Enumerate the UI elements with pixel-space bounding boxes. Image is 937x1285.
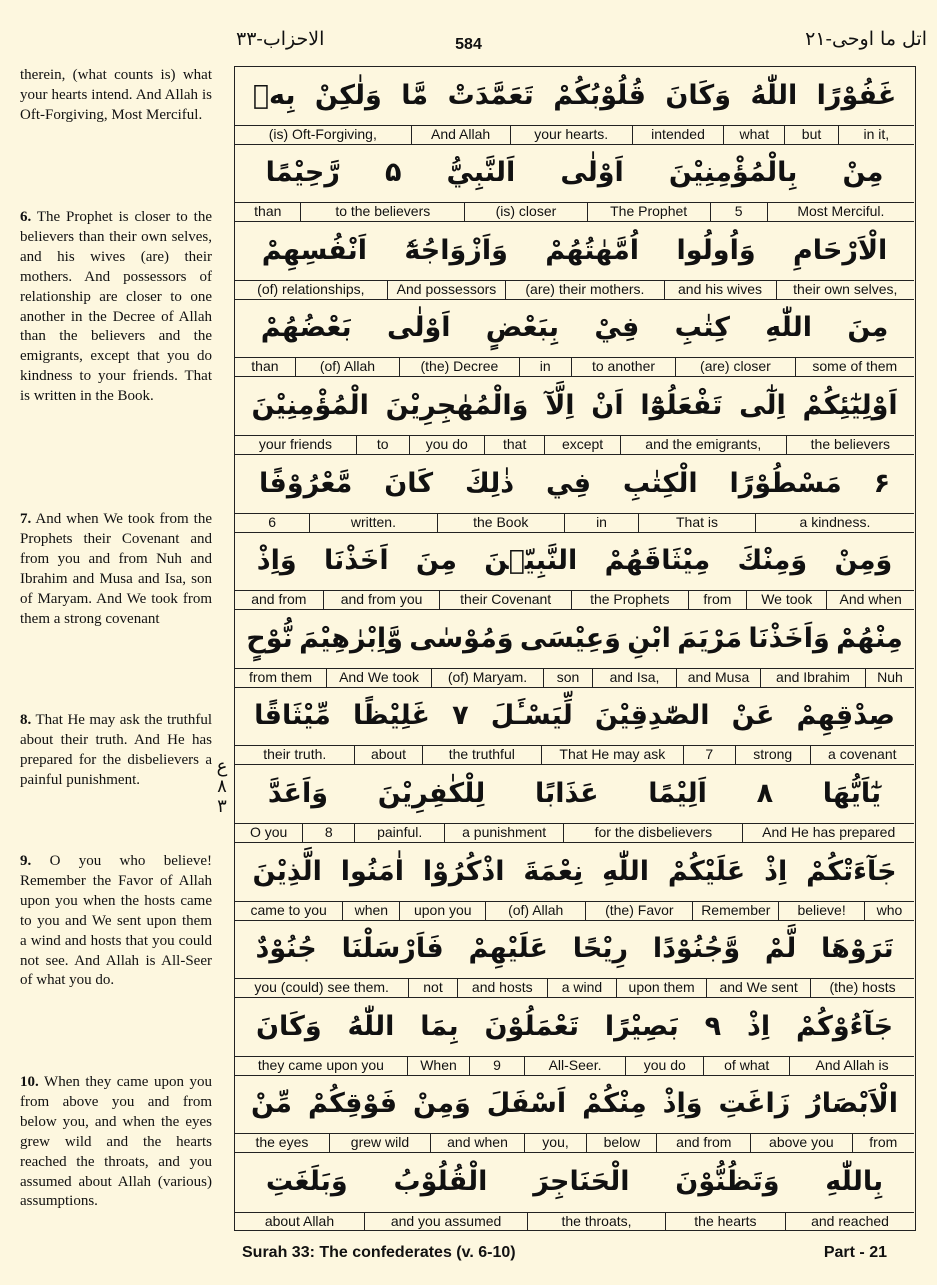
gloss-cell: below — [586, 1134, 656, 1152]
arabic-word: نُّوْحٍ — [246, 622, 293, 654]
arabic-word: ۶ — [873, 467, 891, 499]
gloss-cell: you do — [409, 436, 484, 454]
gloss-line — [235, 513, 914, 532]
verse-row — [235, 222, 914, 300]
gloss-cell: in — [519, 358, 571, 376]
gloss-cell: than — [251, 358, 279, 375]
arabic-word: بِالْمُؤْمِنِيْنَ — [668, 157, 798, 189]
arabic-word: اَوْلٰى — [560, 157, 624, 189]
gloss-cell: than — [254, 203, 282, 220]
gloss-cell: a wind — [547, 979, 616, 997]
arabic-word: ۹ — [704, 1010, 722, 1042]
gloss-cell: your hearts. — [510, 126, 632, 144]
gloss-line — [235, 978, 914, 997]
gloss-cell: upon them — [616, 979, 706, 997]
gloss-cell: All-Seer. — [524, 1057, 625, 1075]
gloss-cell: son — [543, 669, 592, 687]
arabic-line — [235, 998, 914, 1054]
arabic-word: كَانَ — [384, 467, 434, 499]
gloss-cell: in — [564, 514, 638, 532]
gloss-cell: from — [688, 591, 746, 609]
arabic-word: رِيْحًا — [572, 933, 629, 965]
arabic-word: وَاَعَدَّ — [267, 777, 328, 809]
arabic-word: مَسْطُوْرًا — [729, 467, 842, 499]
arabic-word: كِتٰبِ — [674, 312, 730, 344]
arabic-line — [235, 533, 914, 589]
verse-row — [235, 533, 914, 611]
gloss-line — [235, 1133, 914, 1152]
footer-surah: Surah 33: The confederates (v. 6-10) — [242, 1244, 516, 1261]
arabic-word: وَبَلَغَتِ — [265, 1165, 348, 1197]
verse-row — [235, 688, 914, 766]
arabic-word: اٰمَنُوا — [340, 855, 404, 887]
gloss-cell: 8 — [302, 824, 354, 842]
gloss-cell: (are) closer — [675, 358, 794, 376]
arabic-word: مِّيْثَاقًا — [254, 700, 331, 732]
gloss-cell: their Covenant — [439, 591, 570, 609]
verse-row — [235, 300, 914, 378]
arabic-word: عَنْ — [731, 700, 775, 732]
arabic-word: اَسْفَلَ — [486, 1088, 567, 1120]
gloss-cell: We took — [746, 591, 826, 609]
gloss-cell: and the emigrants, — [620, 436, 786, 454]
arabic-word: الصّٰدِقِيْنَ — [594, 700, 710, 732]
arabic-word: تَعَمَّدَتْ — [447, 79, 534, 111]
arabic-word: الْاَبْصَارُ — [806, 1088, 899, 1120]
arabic-word: مِنْكُمْ — [582, 1088, 647, 1120]
gloss-cell: the Book — [437, 514, 564, 532]
arabic-word: مَّعْرُوْفًا — [259, 467, 353, 499]
arabic-word: بِهٖ — [252, 79, 296, 111]
arabic-word: وَاَخَذْنَا — [748, 622, 830, 654]
verse-row — [235, 1153, 914, 1231]
arabic-word: وَمِنْكَ — [737, 545, 808, 577]
arabic-line — [235, 1153, 914, 1209]
arabic-word: اَخَذْنَا — [323, 545, 389, 577]
verse-row — [235, 1076, 914, 1154]
arabic-word: اَوْلٰى — [387, 312, 451, 344]
verse-row — [235, 765, 914, 843]
gloss-cell: And when — [826, 591, 914, 609]
arabic-word: اِذْ — [746, 1010, 771, 1042]
translation-paragraph: 8. That He may ask the truthful about their truth. And He has prepared for the disbelievers a painful punishment. — [20, 712, 212, 788]
gloss-line — [235, 202, 914, 221]
arabic-word: اُمَّهٰتُهُمْ — [545, 234, 640, 266]
arabic-word: اللّٰهِ — [765, 312, 813, 344]
gloss-cell: and Isa, — [592, 669, 676, 687]
gloss-cell: (of) relationships, — [257, 280, 365, 297]
arabic-word: فَاَرْسَلْنَا — [341, 933, 444, 965]
gloss-line — [235, 668, 914, 687]
gloss-cell: you do — [625, 1057, 703, 1075]
gloss-cell: came to you — [250, 901, 327, 918]
arabic-word: اَوْلِيٰٓئِكُمْ — [802, 389, 898, 421]
verse-row — [235, 921, 914, 999]
arabic-word: لِلْكٰفِرِيْنَ — [377, 777, 486, 809]
gloss-line — [235, 590, 914, 609]
gloss-cell: (of) Allah — [295, 358, 399, 376]
arabic-word: جَآءُوْكُمْ — [796, 1010, 894, 1042]
arabic-word: بَعْضُهُمْ — [260, 312, 352, 344]
gloss-cell: Most Merciful. — [767, 203, 914, 221]
arabic-word: فِي — [546, 467, 592, 499]
gloss-cell: believe! — [778, 902, 864, 920]
arabic-word: ۷ — [452, 700, 469, 732]
gloss-cell: upon you — [399, 902, 485, 920]
gloss-cell: (the) Favor — [585, 902, 692, 920]
gloss-cell: And He has prepared — [742, 824, 914, 842]
gloss-cell: 6 — [268, 513, 277, 530]
gloss-cell: but — [784, 126, 837, 144]
verse-row — [235, 377, 914, 455]
translation-paragraph: therein, (what counts is) what your hearts intend. And Allah is Oft-Forgiving, Most Merciful. — [20, 67, 212, 123]
gloss-cell: you, — [524, 1134, 586, 1152]
arabic-word: وَاِذْ — [662, 1088, 703, 1120]
arabic-word: وَاِذْ — [256, 545, 297, 577]
arabic-word: غَلِيْظًا — [353, 700, 430, 732]
gloss-cell: the throats, — [527, 1213, 665, 1231]
verse-row — [235, 145, 914, 223]
translation-paragraph: 7. And when We took from the Prophets their Covenant and from you and from Nuh and Ibrahim and Musa and Isa, son of Maryam. And We took from them a strong covenant — [20, 511, 212, 627]
arabic-word: لَّمْ — [764, 933, 797, 965]
gloss-cell: and from — [251, 591, 307, 608]
arabic-word: بِبَعْضٍ — [485, 312, 560, 344]
translation-paragraph: 9. O you who believe! Remember the Favor of Allah upon you when the hosts came to you and We sent upon them a wind and hosts that you could not see. And Allah is All-Seer of what you do. — [20, 853, 213, 989]
arabic-word: تَفْعَلُوْٓا — [640, 389, 723, 421]
arabic-line — [235, 688, 914, 744]
gloss-cell: 9 — [469, 1057, 524, 1075]
gloss-cell: and reached — [785, 1213, 914, 1231]
arabic-word: الْاَرْحَامِ — [793, 234, 888, 266]
arabic-word: اللّٰهُ — [347, 1010, 395, 1042]
arabic-word: الْكِتٰبِ — [622, 467, 698, 499]
gloss-cell: for the disbelievers — [563, 824, 742, 842]
surah-title-arabic: الاحزاب-٣٣ — [236, 28, 325, 50]
arabic-word: جُنُوْدٌ — [255, 933, 317, 965]
arabic-word: وَكَانَ — [665, 79, 731, 111]
arabic-word: مَرْيَمَ — [677, 622, 743, 654]
gloss-cell: from them — [249, 668, 313, 685]
arabic-word: مِيْثَاقَهُمْ — [604, 545, 711, 577]
arabic-word: الْمُؤْمِنِيْنَ — [251, 389, 369, 421]
gloss-cell: and We sent — [706, 979, 810, 997]
gloss-cell: That is — [638, 514, 755, 532]
gloss-cell: (the) hosts — [810, 979, 914, 997]
arabic-line — [235, 300, 914, 356]
arabic-word: مِنَ — [847, 312, 889, 344]
arabic-word: النَّبِيّٖنَ — [484, 545, 578, 577]
gloss-line — [235, 1212, 914, 1231]
arabic-word: وَّاِبْرٰهِيْمَ — [299, 622, 403, 654]
arabic-word: بِاللّٰهِ — [825, 1165, 884, 1197]
gloss-line — [235, 357, 914, 376]
gloss-cell: and his wives — [664, 281, 776, 299]
arabic-word: ۵ — [384, 157, 402, 189]
arabic-word: مِّنْ — [250, 1088, 292, 1120]
arabic-word: ۸ — [756, 777, 774, 809]
gloss-cell: you (could) see them. — [254, 979, 389, 996]
arabic-word: وَالْمُهٰجِرِيْنَ — [385, 389, 529, 421]
arabic-line — [235, 145, 914, 201]
arabic-word: اللّٰهِ — [602, 855, 649, 887]
verse-row — [235, 455, 914, 533]
arabic-word: اَنْفُسِهِمْ — [261, 234, 368, 266]
gloss-cell: (is) closer — [464, 203, 587, 221]
gloss-cell: written. — [309, 514, 436, 532]
gloss-line — [235, 745, 914, 764]
arabic-word: مِنَ — [415, 545, 457, 577]
gloss-cell: and hosts — [457, 979, 547, 997]
gloss-cell: The Prophet — [587, 203, 710, 221]
translation-paragraph: 10. When they came upon you from above you and from below you, and when the eyes grew wild and the hearts reached the throats, and you assumed about Allah (various) assumptions. — [20, 1074, 212, 1210]
arabic-word: مَّا — [401, 79, 429, 111]
gloss-cell: (of) Maryam. — [431, 669, 543, 687]
gloss-cell: the believers — [786, 436, 914, 454]
gloss-cell: and from — [656, 1134, 750, 1152]
gloss-cell: that — [484, 436, 544, 454]
gloss-cell: And Allah is — [789, 1057, 914, 1075]
gloss-cell: intended — [632, 126, 724, 144]
gloss-cell: your friends — [258, 435, 332, 452]
gloss-cell: a punishment — [444, 824, 563, 842]
gloss-cell: (the) Decree — [399, 358, 518, 376]
arabic-line — [235, 921, 914, 977]
gloss-cell: a covenant — [810, 746, 914, 764]
arabic-word: وَاَزْوَاجُهٗٓ — [404, 234, 508, 266]
arabic-line — [235, 222, 914, 278]
gloss-cell: and Musa — [676, 669, 760, 687]
arabic-line — [235, 610, 914, 666]
arabic-word: اَلنَّبِيُّ — [446, 157, 516, 189]
verse-row — [235, 67, 914, 145]
gloss-cell: (is) Oft-Forgiving, — [268, 125, 377, 142]
gloss-line — [235, 1056, 914, 1075]
arabic-word: بِمَا — [420, 1010, 459, 1042]
gloss-line — [235, 901, 914, 920]
gloss-cell: to the believers — [300, 203, 464, 221]
gloss-cell: a kindness. — [755, 514, 914, 532]
arabic-word: نِعْمَةَ — [523, 855, 584, 887]
gloss-cell: they came upon you — [257, 1056, 384, 1073]
arabic-word: فَوْقِكُمْ — [307, 1088, 398, 1120]
arabic-line — [235, 1076, 914, 1132]
gloss-cell: to — [356, 436, 409, 454]
arabic-word: اِلَّآ — [545, 389, 575, 421]
arabic-word: عَلَيْكُمْ — [667, 855, 746, 887]
gloss-cell: what — [723, 126, 784, 144]
gloss-cell: except — [544, 436, 619, 454]
arabic-word: الْقُلُوْبُ — [393, 1165, 488, 1197]
page-number: 584 — [455, 36, 482, 53]
arabic-word: الَّذِيْنَ — [252, 855, 322, 887]
gloss-cell: about Allah — [264, 1212, 335, 1229]
arabic-word: يٰٓاَيُّهَا — [822, 777, 882, 809]
gloss-cell: some of them — [795, 358, 914, 376]
arabic-word: وَمِنْ — [413, 1088, 471, 1120]
arabic-line — [235, 67, 914, 123]
gloss-cell: That He may ask — [541, 746, 683, 764]
gloss-cell: the Prophets — [571, 591, 688, 609]
arabic-word: وَعِيْسَى — [519, 622, 621, 654]
arabic-word: وَمِنْ — [834, 545, 893, 577]
gloss-line — [235, 435, 914, 454]
gloss-cell: and Ibrahim — [760, 669, 865, 687]
arabic-word: الْحَنَاجِرَ — [533, 1165, 630, 1197]
gloss-cell: not — [408, 979, 457, 997]
gloss-cell: strong — [735, 746, 810, 764]
word-by-word-grid — [234, 66, 916, 1231]
arabic-line — [235, 765, 914, 821]
arabic-word: وَاُولُوا — [676, 234, 756, 266]
gloss-cell: And possessors — [387, 281, 506, 299]
arabic-word: وَمُوْسٰى — [409, 622, 514, 654]
gloss-cell: 7 — [683, 746, 735, 764]
arabic-word: غَفُوْرًا — [816, 79, 897, 111]
arabic-word: جَآءَتْكُمْ — [806, 855, 897, 887]
gloss-cell: in it, — [838, 126, 914, 144]
gloss-cell: O you — [249, 823, 288, 840]
gloss-cell: of what — [703, 1057, 789, 1075]
gloss-cell: grew wild — [329, 1134, 430, 1152]
translation-paragraph: 6. The Prophet is closer to the believers than their own selves, and his wives (are) their mothers. And possessors of relationship are closer to one another in the Decree of Allah than the believers and the emigrants, except that you do kindness to your friends. That is written in the Book. — [20, 209, 213, 405]
gloss-cell: and when — [430, 1134, 524, 1152]
arabic-line — [235, 843, 914, 899]
arabic-word: عَلَيْهِمْ — [468, 933, 548, 965]
gloss-cell: (of) Allah — [485, 902, 585, 920]
verse-row — [235, 843, 914, 921]
arabic-word: ابْنِ — [627, 622, 671, 654]
ruku-mark: ع ٨ ٣ — [216, 756, 228, 817]
arabic-word: اذْكُرُوْا — [422, 855, 505, 887]
gloss-cell: when — [342, 902, 399, 920]
gloss-cell: to another — [571, 358, 675, 376]
gloss-cell: (are) their mothers. — [505, 281, 663, 299]
arabic-word: رَّحِيْمًا — [265, 157, 340, 189]
footer-part: Part - 21 — [823, 1244, 887, 1261]
arabic-word: اللّٰهُ — [750, 79, 798, 111]
arabic-word: تَعْمَلُوْنَ — [484, 1010, 579, 1042]
arabic-word: اَلِيْمًا — [648, 777, 707, 809]
para-title-arabic: اتل ما اوحی-٢١ — [805, 28, 927, 50]
verse-row — [235, 610, 914, 688]
gloss-cell: from — [852, 1134, 914, 1152]
arabic-word: ذٰلِكَ — [465, 467, 515, 499]
arabic-word: وَكَانَ — [255, 1010, 322, 1042]
gloss-cell: who — [864, 902, 914, 920]
arabic-word: عَذَابًا — [534, 777, 599, 809]
gloss-cell: their truth. — [263, 746, 327, 763]
gloss-cell: painful. — [354, 824, 444, 842]
gloss-cell: the truthful — [422, 746, 541, 764]
gloss-cell: When — [407, 1057, 469, 1075]
arabic-word: اَنْ — [591, 389, 624, 421]
arabic-word: زَاغَتِ — [718, 1088, 791, 1120]
arabic-word: اِلٰٓى — [739, 389, 786, 421]
gloss-cell: And Allah — [411, 126, 510, 144]
arabic-word: وَلٰكِنْ — [314, 79, 382, 111]
arabic-word: وَّجُنُوْدًا — [652, 933, 741, 965]
arabic-word: مِنْهُمْ — [836, 622, 903, 654]
gloss-line — [235, 125, 914, 144]
gloss-cell: their own selves, — [776, 281, 914, 299]
gloss-cell: 5 — [710, 203, 767, 221]
arabic-word: تَرَوْهَا — [821, 933, 894, 965]
gloss-cell: the hearts — [665, 1213, 785, 1231]
arabic-word: فِيْ — [594, 312, 640, 344]
arabic-word: قُلُوْبُكُمْ — [553, 79, 646, 111]
arabic-word: اِذْ — [764, 855, 788, 887]
arabic-word: وَتَظُنُّوْنَ — [675, 1165, 780, 1197]
arabic-line — [235, 455, 914, 511]
gloss-cell: about — [354, 746, 421, 764]
arabic-word: بَصِيْرًا — [604, 1010, 679, 1042]
gloss-cell: the eyes — [255, 1134, 309, 1151]
gloss-cell: Remember — [692, 902, 778, 920]
arabic-word: صِدْقِهِمْ — [796, 700, 895, 732]
gloss-cell: and from you — [323, 591, 440, 609]
verse-row — [235, 998, 914, 1076]
gloss-line — [235, 823, 914, 842]
arabic-word: مِنْ — [842, 157, 884, 189]
gloss-cell: Nuh — [865, 669, 914, 687]
gloss-cell: above you — [750, 1134, 851, 1152]
gloss-cell: And We took — [326, 669, 431, 687]
arabic-word: لِّيَسْـَٔلَ — [490, 700, 573, 732]
translation-column — [20, 66, 212, 1236]
gloss-line — [235, 280, 914, 299]
gloss-cell: and you assumed — [364, 1213, 527, 1231]
arabic-line — [235, 377, 914, 433]
